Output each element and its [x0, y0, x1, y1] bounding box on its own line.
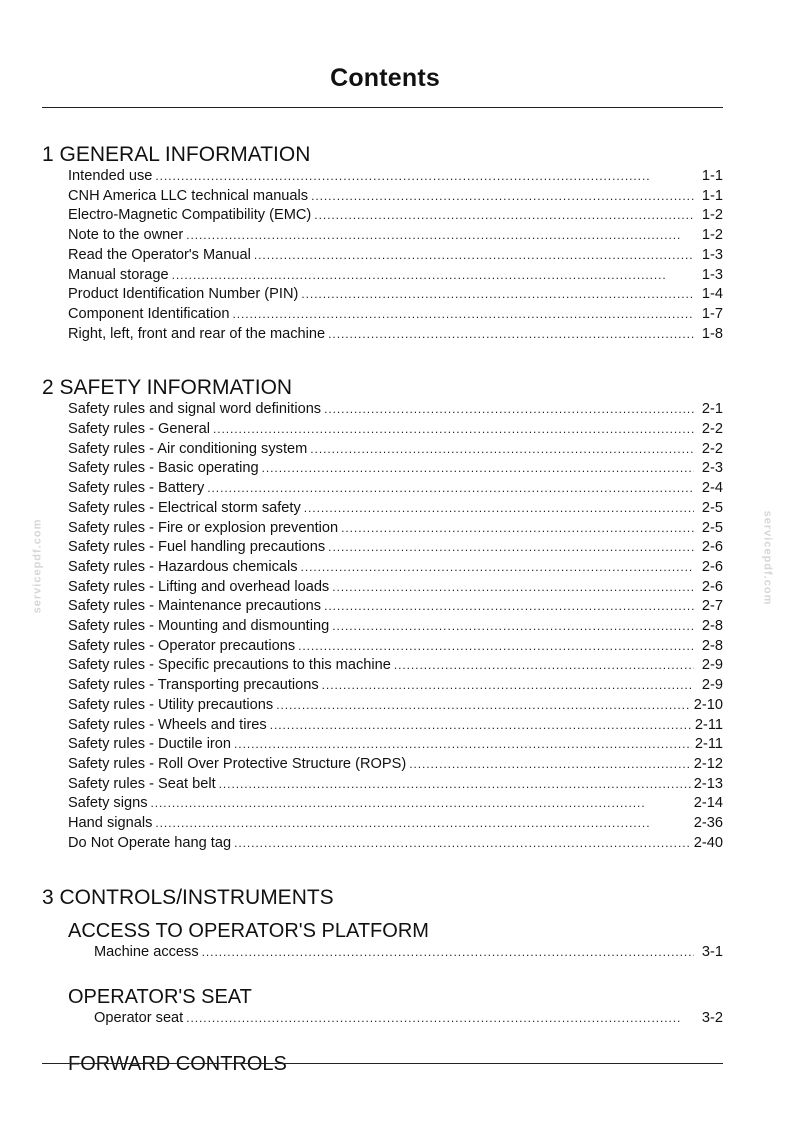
toc-entry-title: Safety rules - Specific precautions to this machine: [68, 657, 391, 674]
toc-entry[interactable]: [42, 834, 723, 854]
toc-entry[interactable]: [42, 656, 723, 676]
toc-entry-title: Safety rules - Mounting and dismounting: [68, 618, 330, 635]
toc-entry-page: 2-12: [693, 755, 723, 772]
chapter-block: [42, 376, 723, 853]
chapter-heading[interactable]: 3 CONTROLS/INSTRUMENTS: [42, 885, 334, 909]
toc-entry[interactable]: [42, 459, 723, 479]
toc-entry[interactable]: [42, 538, 723, 558]
dot-leader: [262, 459, 694, 479]
toc-entry-title: Safety rules - Electrical storm safety: [68, 499, 301, 516]
dot-leader: [270, 716, 692, 736]
toc-entry[interactable]: [42, 578, 723, 598]
toc-entry-title: Manual storage: [68, 266, 169, 283]
toc-entry[interactable]: [42, 775, 723, 795]
section-heading[interactable]: ACCESS TO OPERATOR'S PLATFORM: [68, 919, 429, 942]
toc-entry-page: 2-8: [701, 637, 723, 654]
toc-entry-page: 2-40: [693, 834, 723, 851]
toc-entry[interactable]: [42, 637, 723, 657]
dot-leader: [186, 1009, 694, 1029]
toc-entry-title: Safety rules - Utility precautions: [68, 696, 274, 713]
dot-leader: [304, 499, 694, 519]
toc-entry[interactable]: [42, 440, 723, 460]
dot-leader: [310, 440, 694, 460]
toc-entry[interactable]: [42, 1009, 723, 1029]
toc-entry[interactable]: [42, 794, 723, 814]
dot-leader: [219, 775, 691, 795]
dot-leader: [234, 834, 691, 854]
toc-entry[interactable]: [42, 558, 723, 578]
watermark-right: servicepdf.com: [761, 510, 774, 606]
toc-entry-title: Product Identification Number (PIN): [68, 286, 299, 303]
toc-entry-title: Right, left, front and rear of the machine: [68, 325, 326, 342]
toc-entry[interactable]: [42, 519, 723, 539]
dot-leader: [207, 479, 694, 499]
toc-entry-title: Machine access: [94, 943, 199, 960]
chapter-block: [42, 886, 723, 1076]
dot-leader: [202, 943, 694, 963]
bottom-divider: [42, 1063, 723, 1064]
toc-entry-page: 2-10: [693, 696, 723, 713]
toc-entry-title: Safety rules - Fuel handling precautions: [68, 539, 326, 556]
toc-entry-title: Electro-Magnetic Compatibility (EMC): [68, 207, 312, 224]
section-heading[interactable]: OPERATOR'S SEAT: [68, 986, 252, 1009]
toc-entry[interactable]: [42, 479, 723, 499]
dot-leader: [155, 814, 690, 834]
toc-entry[interactable]: [42, 716, 723, 736]
toc-entry-page: 1-4: [701, 286, 723, 303]
toc-entry[interactable]: [42, 246, 723, 266]
toc-entry[interactable]: [42, 285, 723, 305]
toc-entry-page: 1-1: [701, 187, 723, 204]
chapter-heading[interactable]: 1 GENERAL INFORMATION: [42, 143, 311, 166]
toc-entry[interactable]: [42, 206, 723, 226]
toc-entry-page: 2-36: [693, 815, 723, 832]
toc-entry[interactable]: [42, 499, 723, 519]
toc-entry-title: Safety signs: [68, 795, 148, 812]
dot-leader: [332, 578, 694, 598]
toc-entry-page: 1-1: [701, 168, 723, 184]
dot-leader: [276, 696, 691, 716]
toc-entry-page: 2-9: [701, 677, 723, 694]
dot-leader: [155, 167, 694, 187]
toc-entry[interactable]: [42, 943, 723, 963]
toc-entry-title: Hand signals: [68, 815, 153, 832]
toc-entry-page: 3-2: [701, 1010, 723, 1027]
toc-entry-page: 2-2: [701, 421, 723, 438]
toc-entry-title: Safety rules - General: [68, 421, 210, 438]
table-of-contents: [42, 143, 723, 1108]
toc-entry-title: Safety rules - Operator precautions: [68, 637, 296, 654]
toc-entry[interactable]: [42, 266, 723, 286]
toc-entry-page: 2-6: [701, 578, 723, 595]
toc-entry-title: CNH America LLC technical manuals: [68, 187, 309, 204]
toc-entry[interactable]: [42, 696, 723, 716]
dot-leader: [322, 676, 694, 696]
toc-entry[interactable]: [42, 305, 723, 325]
dot-leader: [298, 637, 694, 657]
dot-leader: [213, 420, 694, 440]
page-title: Contents: [330, 64, 440, 92]
toc-entry-title: Note to the owner: [68, 227, 184, 244]
toc-entry-page: 1-2: [701, 227, 723, 244]
dot-leader: [151, 794, 691, 814]
toc-entry-page: 2-3: [701, 460, 723, 477]
dot-leader: [341, 519, 694, 539]
toc-entry-title: Safety rules - Fire or explosion prevention: [68, 519, 339, 536]
toc-entry[interactable]: [42, 187, 723, 207]
toc-entry-title: Operator seat: [94, 1010, 184, 1027]
toc-entry[interactable]: [42, 167, 723, 187]
toc-entry-title: Safety rules - Battery: [68, 480, 205, 497]
dot-leader: [328, 325, 694, 345]
chapter-heading[interactable]: 2 SAFETY INFORMATION: [42, 376, 293, 400]
toc-entry[interactable]: [42, 420, 723, 440]
toc-entry-page: 2-14: [693, 795, 723, 812]
toc-entry-title: Safety rules - Roll Over Protective Structure (ROPS): [68, 755, 407, 772]
toc-entry-page: 2-11: [694, 716, 723, 733]
toc-entry-title: Safety rules and signal word definitions: [68, 401, 322, 418]
section-block: [42, 986, 723, 1029]
dot-leader: [254, 246, 694, 266]
toc-entry-title: Safety rules - Seat belt: [68, 775, 216, 792]
dot-leader: [301, 558, 694, 578]
toc-entry[interactable]: [42, 597, 723, 617]
dot-leader: [328, 538, 694, 558]
toc-entry-title: Read the Operator's Manual: [68, 246, 251, 263]
toc-entry-page: 1-2: [701, 207, 723, 224]
toc-entry-page: 1-7: [701, 305, 723, 322]
dot-leader: [301, 285, 694, 305]
toc-entry[interactable]: [42, 676, 723, 696]
dot-leader: [232, 305, 694, 325]
toc-entry-title: Safety rules - Maintenance precautions: [68, 598, 322, 615]
dot-leader: [332, 617, 694, 637]
toc-entry-title: Component Identification: [68, 305, 230, 322]
toc-entry-page: 1-8: [701, 325, 723, 342]
dot-leader: [394, 656, 694, 676]
toc-entry-page: 2-7: [701, 598, 723, 615]
toc-entry-page: 2-5: [701, 519, 723, 536]
toc-entry-page: 2-2: [701, 440, 723, 457]
toc-entry-page: 2-8: [701, 618, 723, 635]
toc-entry-page: 2-13: [693, 775, 723, 792]
toc-entry-page: 2-6: [701, 539, 723, 556]
toc-entry[interactable]: [42, 226, 723, 246]
dot-leader: [172, 266, 694, 286]
toc-entry[interactable]: [42, 325, 723, 345]
toc-entry-page: 2-9: [701, 657, 723, 674]
watermark-left: servicepdf.com: [31, 518, 44, 614]
toc-entry-title: Do Not Operate hang tag: [68, 834, 232, 851]
toc-entry-page: 2-11: [694, 736, 723, 753]
toc-entry[interactable]: [42, 814, 723, 834]
dot-leader: [234, 735, 692, 755]
toc-entry-title: Safety rules - Air conditioning system: [68, 440, 308, 457]
toc-entry-title: Safety rules - Ductile iron: [68, 736, 232, 753]
dot-leader: [324, 597, 694, 617]
section-block: [42, 920, 723, 963]
dot-leader: [324, 400, 694, 420]
toc-entry-page: 2-4: [701, 480, 723, 497]
toc-entry-title: Safety rules - Hazardous chemicals: [68, 558, 298, 575]
toc-entry[interactable]: [42, 400, 723, 420]
section-heading[interactable]: FORWARD CONTROLS: [68, 1052, 287, 1075]
toc-entry-page: 2-5: [701, 499, 723, 516]
toc-entry-page: 1-3: [701, 246, 723, 263]
toc-entry-title: Safety rules - Wheels and tires: [68, 716, 267, 733]
toc-entry[interactable]: [42, 755, 723, 775]
dot-leader: [314, 206, 694, 226]
top-divider: [42, 107, 723, 108]
toc-entry-title: Safety rules - Transporting precautions: [68, 677, 319, 694]
toc-entry-page: 2-1: [701, 401, 723, 418]
dot-leader: [409, 755, 691, 775]
chapter-block: [42, 143, 723, 344]
toc-entry-page: 3-1: [701, 943, 723, 960]
toc-entry-page: 2-6: [701, 558, 723, 575]
toc-entry-title: Safety rules - Lifting and overhead loads: [68, 578, 330, 595]
section-block: [42, 1053, 723, 1076]
toc-entry-title: Intended use: [68, 168, 153, 184]
toc-entry-page: 1-3: [701, 266, 723, 283]
toc-entry-title: Safety rules - Basic operating: [68, 460, 259, 477]
toc-entry[interactable]: [42, 617, 723, 637]
toc-entry[interactable]: [42, 735, 723, 755]
dot-leader: [186, 226, 694, 246]
dot-leader: [311, 187, 694, 207]
